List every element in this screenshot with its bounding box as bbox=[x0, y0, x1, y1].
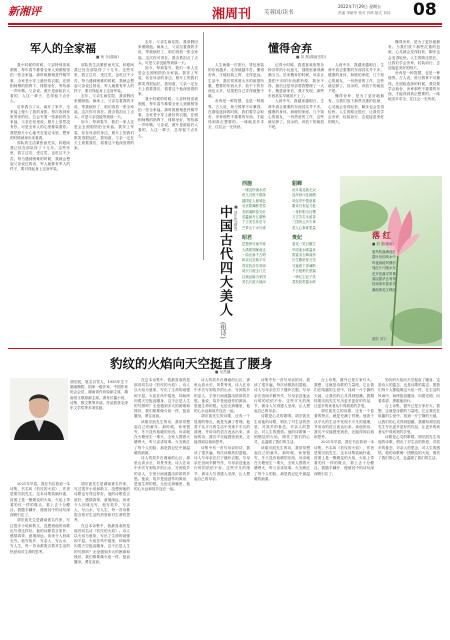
article3-col1 bbox=[10, 482, 70, 634]
poem-title: 昭君 bbox=[242, 235, 253, 242]
paragraph: 去年，父亲生病住院，我请假回家照顾他。病床上，父亲拉着我的手说，等我病好了，咱们再拍一张全家福，这次你可得在。我含着泪点了点头。可是父亲没能等到那一天。 bbox=[138, 40, 198, 65]
paragraph: 舍弃是一种智慧，也是一种境界。古人说，鱼与熊掌不可兼得。在面临选择的时候，我们要学会取舍，舍弃那些不重要的东西，才能得到真正想要的。一味地贪多求全，往往会一无所获。 bbox=[388, 71, 440, 102]
poem-line: 千古绝唱长恨篇 bbox=[292, 269, 316, 274]
poem-line: 和亲汉宫换平安 bbox=[242, 258, 266, 263]
paragraph: 胡宗凯先生是湖南著名作家，写过很多小说和散文，没想到他的诗歌也写得这样好。他的诗歌语言质朴，感情真挚，意境深远，读来令人回味无穷。他写故乡，写亲人，写山水，写人生，每一首诗都饱含着对生活的热爱和对生命的思考。 bbox=[74, 482, 130, 523]
poem-line: 鱼儿沉底不敢游 bbox=[242, 193, 266, 198]
poem-line: 千古美名传至今 bbox=[242, 220, 266, 225]
paragraph: 记得小时候，我很喜欢收集各种各样的小玩意儿，抽屉里塞得满满当当。后来搬家的时候，母亲让我把不用的东西都扔掉，我舍不得，最后还是母亲帮我整理了一大半。搬进新家后，我才发现，那些东西其实早就用不上了。 bbox=[268, 63, 324, 99]
paragraph: 诗集中有一首写母亲的诗，我读了很多遍，每次读都热泪盈眶。诗人写母亲在灯下缝补衣服，写母亲在田间辛勤劳作，写母亲送他远行时的依依不舍。这些平凡的细节，被诗人写得感人至深，让人想起自己的母亲。 bbox=[254, 378, 310, 414]
masthead-rule bbox=[8, 23, 442, 25]
poem-line: 昨夜雨疏风骤后 bbox=[372, 260, 396, 265]
article3-col6 bbox=[314, 378, 374, 634]
poem-line: 万古芳名永留香 bbox=[292, 215, 316, 220]
paragraph: 如今，每到春节，我们一家人还是会去照相馆拍全家福。我穿上军装，站在母亲的身边，照片上的我们都笑得很灿烂。我知道，父亲一定在天上看着我们，看着这个他深爱着的家。 bbox=[74, 120, 134, 151]
poem-line: 羞花一笑百媚生 bbox=[292, 242, 316, 247]
article2-col4 bbox=[388, 40, 440, 173]
article2-col1 bbox=[208, 63, 264, 173]
poem-line: 吴宫歌舞醉君侯 bbox=[242, 204, 266, 209]
poem-title: 贵妃 bbox=[292, 235, 303, 242]
feature-byline: ■ 刘宏伟(湖南) bbox=[234, 205, 238, 231]
poem-line: 碧叶田田映水中 bbox=[372, 255, 396, 260]
portrait-illustration bbox=[10, 378, 68, 440]
paragraph: 我小时候的时候，父亲特别喜欢照相，每年春节都要全家人到照相馆拍一张全家福。那时候照相是件稀罕事，全家老小穿上最好的衣服，在照相师傅的指挥下，排排坐好，等待那一声咔嚓。父亲说，照片是留给后人看的，人这一辈子，总得留下点什么。 bbox=[138, 97, 198, 138]
paragraph: 在这本诗集中，我最喜欢的是那首同名诗《豹纹的火焰》。诗人以火焰为意象，写出了生命的顽强和不屈。火焰在风中摇曳，却始终向着天空挺直腰身，这不正是人生的写照吗？无论遇到多大的困难和挫折，我们都要像火焰一样，挺直腰身，勇往直前。 bbox=[134, 378, 190, 419]
poem-line: 三国风云多少事 bbox=[292, 220, 316, 225]
editor-line: 责编 李颖华 校对 肖琦 版式 刘伟 bbox=[338, 11, 391, 15]
paragraph: 合上诗集，窗外已是万家灯火。我想，这就是诗歌的力量吧。它让我们在喧嚣的尘世中，找到一片宁静的天地，让我们的心灵得到慰藉。我期待胡宗凯先生写出更多更好的作品，让更多的读者从中得到美的享受。 bbox=[378, 404, 440, 435]
article2-byline: ■ 刘 燕(湖南岳阳) bbox=[296, 55, 327, 59]
masthead-rule-thin bbox=[8, 26, 442, 27]
poem-line: 范蠡扁舟五湖秋 bbox=[242, 215, 266, 220]
article2-col2 bbox=[268, 63, 324, 173]
poem-line: 红颜远嫁为家国 bbox=[242, 274, 266, 279]
poem-line: 霓裳羽衣舞曲妙 bbox=[292, 253, 316, 258]
article3-col2 bbox=[74, 482, 130, 634]
paragraph: 诗歌是心灵的歌唱。胡宗凯先生用他的诗歌，唱出了对生活的热爱，对故乡的眷恋，对亲人的思念，对人生的感悟。他的诗歌像一团燃烧的火焰，照亮了我们的心灵，也温暖了我们的生活。 bbox=[254, 414, 310, 445]
paragraph: 诗歌是心灵的歌唱。胡宗凯先生用他的诗歌，唱出了对生活的热爱，对故乡的眷恋，对亲人的思念，对人生的感悟。他的诗歌像一团燃烧的火焰，照亮了我们的心灵，也温暖了我们的生活。 bbox=[378, 435, 440, 461]
paragraph: 2021年早春，我在书店看到一本诗集，书名叫《豹纹的火焰》，作者是胡宗凯先生。这本诗集装帧朴素，封面上是一簇燃烧的火焰，火焰上带着豹纹一样的斑点，看上去十分醒目。我随手翻开，便被其中的诗句深深吸引住了。 bbox=[10, 482, 70, 518]
poem-lines bbox=[242, 188, 290, 231]
poem-line: 一骑红尘妃子笑 bbox=[292, 274, 316, 279]
article3-col7 bbox=[378, 378, 440, 634]
paragraph: 胡宗凯先生是湖南著名作家，写过很多小说和散文，没想到他的诗歌也写得这样好。他的诗歌语言质朴，感情真挚，意境深远，读来令人回味无穷。他写故乡，写亲人，写山水，写人生，每一首诗都饱含着对生活的热爱和对生命的思考。 bbox=[10, 518, 70, 554]
article3-byline: ■ 吴昌镛 bbox=[215, 370, 231, 374]
poem-line: 满池荷花又映红 bbox=[372, 287, 396, 292]
poem-block-mid bbox=[292, 180, 340, 340]
poem-line: 花开花落寻常事 bbox=[372, 271, 396, 276]
paragraph: 读胡宗凯先生的诗，我常常想起自己的童年。那时候，家里很穷，冬天没有取暖的东西，母亲就在火塘里生一堆火，全家人围着火塘烤火，听父亲讲故事。火光映红了每个人的脸，那是我记忆中最温暖的画面。 bbox=[254, 445, 310, 481]
paragraph: 胡宗凯先生的诗歌，还有一个显著的特点，就是充满了哲理。他善于从平凡的生活中发现不平凡的道理，并用诗的语言表达出来。读他的诗，我们不仅能感受到美，还能得到启迪和思考。 bbox=[314, 409, 374, 440]
poem-line: 夏风吹落满池红 bbox=[372, 250, 396, 254]
poem-lines bbox=[292, 242, 340, 285]
paragraph: 后来我当了兵，离开了家乡，全家福上便少了我的身影。每次收到家里寄来的信，总会夹着一张新拍的全家福，父亲在信里说，照片上虽然没有你，可是全家人的心里都装着你。我把照片小心地夹在笔记本里，想家的时候就拿出来看看。 bbox=[10, 104, 70, 140]
poem-line: 残红片片随水东 bbox=[372, 266, 396, 271]
column-divider bbox=[203, 32, 204, 260]
poem-line: 董卓吕布起刀枪 bbox=[292, 204, 316, 209]
poem-line: 马嵬坡下香魂断 bbox=[292, 263, 316, 268]
poem-line: 琵琶弹尽塞外寒 bbox=[242, 242, 266, 247]
paragraph: 人到中年，我越来越明白，生命中真正重要的东西其实并不多。健康的身体，和睦的家庭，几个知心的朋友，一份热爱的工作，这些就足够了。其余的，该放下的就放下吧。 bbox=[328, 63, 384, 94]
article3-title: 豹纹的火焰向天空挺直了腰身 bbox=[110, 356, 273, 371]
paragraph: 如今，每到春节，我们一家人还是会去照相馆拍全家福。我穿上军装，站在母亲的身边，照片上的我们都笑得很灿烂。我知道，父亲一定在天上看着我们，看着这个他深爱着的家。 bbox=[138, 66, 198, 97]
poem-line: 美人心事谁思量 bbox=[292, 225, 316, 230]
poem-line: 一缕浣纱溪水清 bbox=[242, 188, 266, 192]
feature-vertical-title: 中国古代四大美人 bbox=[217, 205, 232, 317]
poem-title: 西施 bbox=[242, 181, 253, 187]
poem-line: 越国佳人倾城色 bbox=[242, 198, 266, 203]
paragraph: 诗人的故乡在湘南的山区，那里山高水长，风景秀美。诗人在诗中多次写到故乡的山水，写到故乡的亲人，字里行间流露出浓浓的乡愁。他说，故乡是他创作的源泉，是他生命的根。无论走到哪里，他的心永远和故乡连在一起。 bbox=[194, 378, 250, 414]
poem-line: 青冢犹存芳草绿 bbox=[242, 263, 266, 268]
paragraph: 2021年早春，我在书店看到一本诗集，书名叫《豹纹的火焰》，作者是胡宗凯先生。这本诗集装帧朴素，封面上是一簇燃烧的火焰，火焰上带着豹纹一样的斑点，看上去十分醒目。我随手翻开，便被其中的诗句深深吸引住了。 bbox=[314, 440, 374, 476]
masthead bbox=[0, 0, 450, 24]
poem-side-title: 落 红 bbox=[372, 230, 391, 240]
poem-line: 大漠孤烟雁南还 bbox=[242, 247, 266, 252]
article1-col1 bbox=[10, 63, 70, 260]
poem-line: 胡天月照玉门关 bbox=[242, 269, 266, 274]
poem-line: 若耶溪畔春光好 bbox=[242, 209, 266, 214]
photo-caption: 摄影 刘宇 bbox=[372, 337, 387, 341]
poem-line: 荔枝犹带露水鲜 bbox=[292, 280, 316, 285]
poem-line: 凤仪亭中情意重 bbox=[292, 198, 316, 203]
article1-byline: ■ 杨 东(湖南) bbox=[96, 55, 119, 59]
article3-col4 bbox=[194, 378, 250, 634]
newspaper-logo: 新湘评 bbox=[8, 5, 41, 18]
poem-side-lines bbox=[372, 250, 440, 293]
section-subtitle: 芙蓉国/读书 bbox=[264, 10, 294, 16]
poem-line: 待到来年春来早 bbox=[372, 282, 396, 287]
feature-vertical-subtitle: (组诗) bbox=[219, 322, 226, 339]
poem-line: 闭月羞花貌无双 bbox=[292, 188, 316, 192]
paragraph: 去年，父亲生病住院，我请假回家照顾他。病床上，父亲拉着我的手说，等我病好了，咱们再拍一张全家福，这次你可得在。我含着泪点了点头。可是父亲没能等到那一天。 bbox=[74, 94, 134, 120]
poem-line: 莫叹韶华去匆匆 bbox=[372, 277, 396, 282]
paragraph: 豹纹的火焰向天空挺直了腰身，这是诗人的姿态，也是诗歌的姿态。愿我们每个人都能像这火焰一样，在生活的风雨中，始终挺直腰身，向着光明，向着希望，勇敢地前行。 bbox=[378, 378, 440, 403]
paragraph: 懂得舍弃，是为了更好地拥有。当我们放下那些沉重的包袱，心灵就会变得轻松，脚步也会变得轻快。人生的路还很长，让我们学会舍弃，轻装前行，去迎接更美好的明天。 bbox=[328, 94, 384, 125]
article1-col2 bbox=[74, 63, 134, 260]
paragraph: 部队的生活紧张而充实，转眼间我已经在部队待了十几年。这些年里，我立过功，受过奖，也吃过不少苦。每当遇到困难的时候，我就会想起父亲说过的话，军人就要有军人的样子，要对得起身上这身军装。 bbox=[74, 63, 134, 94]
paragraph: 舍弃是一种智慧，也是一种境界。古人说，鱼与熊掌不可兼得。在面临选择的时候，我们要学会取舍，舍弃那些不重要的东西，才能得到真正想要的。一味地贪多求全，往往会一无所获。 bbox=[208, 99, 264, 130]
paragraph: 合上诗集，窗外已是万家灯火。我想，这就是诗歌的力量吧。它让我们在喧嚣的尘世中，找到一片宁静的天地，让我们的心灵得到慰藉。我期待胡宗凯先生写出更多更好的作品，让更多的读者从中得到美的享受。 bbox=[314, 378, 374, 409]
article1-title: 军人的全家福 bbox=[30, 42, 96, 55]
article2-title: 懂得舍弃 bbox=[268, 42, 312, 55]
paragraph: 诗集中有一首写母亲的诗，我读了很多遍，每次读都热泪盈眶。诗人写母亲在灯下缝补衣服，写母亲在田间辛勤劳作，写母亲送他远行时的依依不舍。这些平凡的细节，被诗人写得感人至深，让人想起自己的母亲。 bbox=[194, 445, 250, 481]
paragraph: 读胡宗凯先生的诗，我常常想起自己的童年。那时候，家里很穷，冬天没有取暖的东西，母亲就在火塘里生一堆火，全家人围着火塘烤火，听父亲讲故事。火光映红了每个人的脸，那是我记忆中最温暖的画面。 bbox=[134, 419, 190, 455]
poem-line: 华清池水暖温泉 bbox=[292, 247, 316, 252]
paragraph: 人生就像一次旅行，背包里装的东西越多，走得就越辛苦。懂得舍弃，才能轻装上阵，走得更远。生活中，我们常常被太多的欲望所累，想要的东西太多，放不下的东西也太多，结果把自己弄得疲惫不堪。 bbox=[208, 63, 264, 99]
paragraph: 我小时候的时候，父亲特别喜欢照相，每年春节都要全家人到照相馆拍一张全家福。那时候照相是件稀罕事，全家老小穿上最好的衣服，在照相师傅的指挥下，排排坐好，等待那一声咔嚓。父亲说，照片是留给后人看的，人这一辈子，总得留下点什么。 bbox=[10, 63, 70, 104]
poem-line: 连环妙计乱朝纲 bbox=[292, 193, 316, 198]
article1-col3 bbox=[138, 40, 198, 260]
poem-lines bbox=[242, 242, 290, 285]
article2-col3 bbox=[328, 63, 384, 173]
paragraph: 在这本诗集中，我最喜欢的是那首同名诗《豹纹的火焰》。诗人以火焰为意象，写出了生命的顽强和不屈。火焰在风中摇曳，却始终向着天空挺直腰身，这不正是人生的写照吗？无论遇到多大的困难和挫折，我们都要像火焰一样，挺直腰身，勇往直前。 bbox=[74, 523, 130, 565]
paragraph: 人到中年，我越来越明白，生命中真正重要的东西其实并不多。健康的身体，和睦的家庭，几个知心的朋友，一份热爱的工作，这些就足够了。其余的，该放下的就放下吧。 bbox=[268, 99, 324, 130]
poem-line: 长生殿里誓言坚 bbox=[292, 258, 316, 263]
poem-line: 一曲出塞千古唱 bbox=[242, 253, 266, 258]
poem-line: 苎萝山下水长流 bbox=[242, 225, 266, 230]
article3-col3 bbox=[134, 378, 190, 634]
author-bio: 胡宗凯，笔名百雪人，1955年生于湖南衡阳，国家一级作家，中国作家协会会员，湖南省作协原副主席、湖南省文联原副主席。著有长篇小说、诗集、散文集等多部。作品曾获毛泽东文学奖等多项奖励。 bbox=[70, 380, 128, 411]
poem-line: 美名长留天地间 bbox=[242, 280, 266, 285]
paragraph: 胡宗凯先生的诗歌，还有一个显著的特点，就是充满了哲理。他善于从平凡的生活中发现不平凡的道理，并用诗的语言表达出来。读他的诗，我们不仅能感受到美，还能得到启迪和思考。 bbox=[194, 414, 250, 445]
section-title: 湘周刊 bbox=[212, 7, 252, 22]
poem-title: 貂蝉 bbox=[292, 181, 303, 187]
page-number: 08 bbox=[413, 0, 437, 20]
article3-col5 bbox=[254, 378, 310, 634]
poem-lines bbox=[292, 188, 340, 231]
poem-side-byline: ■ 刘 燕(湖南) bbox=[372, 242, 394, 246]
paragraph: 诗人的故乡在湘南的山区，那里山高水长，风景秀美。诗人在诗中多次写到故乡的山水，写到故乡的亲人，字里行间流露出浓浓的乡愁。他说，故乡是他创作的源泉，是他生命的根。无论走到哪里，他的心永远和故乡连在一起。 bbox=[134, 456, 190, 492]
poem-line: 一身肝胆为社稷 bbox=[292, 209, 316, 214]
poem-block-left bbox=[242, 180, 290, 340]
issue-date: 2022年7月29日 星期五 bbox=[338, 4, 382, 9]
paragraph: 懂得舍弃，是为了更好地拥有。当我们放下那些沉重的包袱，心灵就会变得轻松，脚步也会变得轻快。人生的路还很长，让我们学会舍弃，轻装前行，去迎接更美好的明天。 bbox=[388, 40, 440, 71]
section-divider bbox=[8, 348, 442, 349]
author-portrait bbox=[10, 378, 68, 440]
paragraph: 部队的生活紧张而充实，转眼间我已经在部队待了十几年。这些年里，我立过功，受过奖，也吃过不少苦。每当遇到困难的时候，我就会想起父亲说过的话，军人就要有军人的样子，要对得起身上这身军装。 bbox=[10, 141, 70, 172]
